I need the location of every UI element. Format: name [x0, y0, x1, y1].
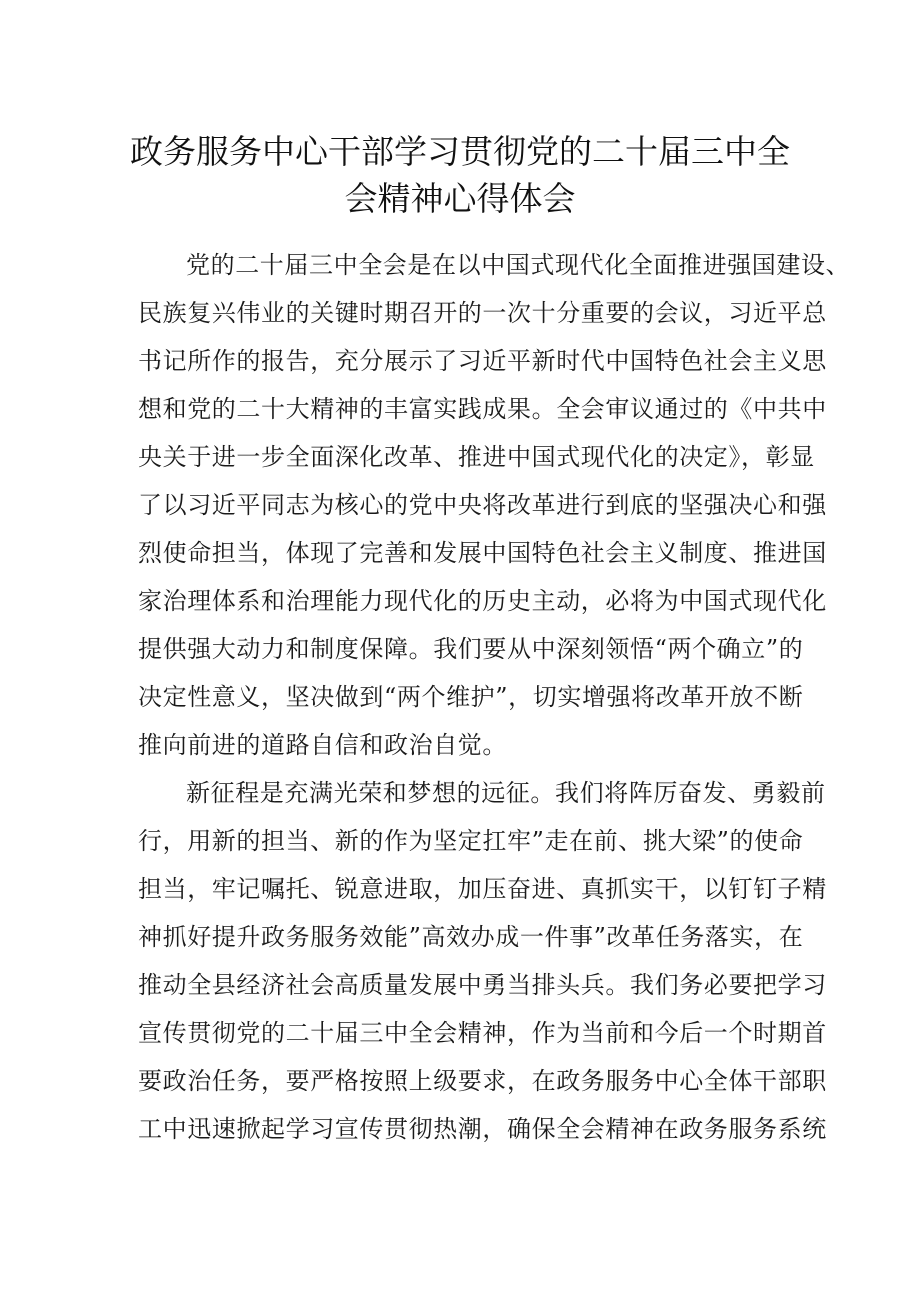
- text-line: 行，用新的担当、新的作为坚定扛牢”走在前、挑大梁”的使命: [138, 827, 804, 855]
- text-line: 了以习近平同志为核心的党中央将改革进行到底的坚强决心和强: [138, 491, 827, 519]
- text-line: 要政治任务，要严格按照上级要求，在政务服务中心全体干部职: [138, 1067, 827, 1095]
- text-line: 宣传贯彻党的二十届三中全会精神，作为当前和今后一个时期首: [138, 1019, 827, 1047]
- text-line: 推向前进的道路自信和政治自觉。: [138, 731, 507, 759]
- text-line: 新征程是充满光荣和梦想的远征。我们将阵厉奋发、勇毅前: [186, 779, 826, 807]
- text-line: 书记所作的报告，充分展示了习近平新时代中国特色社会主义思: [138, 347, 827, 375]
- paragraph-1: [138, 241, 851, 769]
- text-line: 工中迅速掀起学习宣传贯彻热潮，确保全会精神在政务服务系统: [138, 1115, 827, 1143]
- text-line: 民族复兴伟业的关键时期召开的一次十分重要的会议，习近平总: [138, 299, 827, 327]
- document-body: [138, 241, 851, 1153]
- text-line: 央关于进一步全面深化改革、推进中国式现代化的决定》，彰显: [138, 443, 815, 471]
- paragraph-2: [138, 769, 827, 1153]
- text-line: 神抓好提升政务服务效能”高效办成一件事”改革任务落实，在: [138, 923, 804, 951]
- text-line: 担当，牢记嘱托、锐意进取，加压奋进、真抓实干，以钉钉子精: [138, 875, 827, 903]
- text-line: 家治理体系和治理能力现代化的历史主动，必将为中国式现代化: [138, 587, 827, 615]
- title-line: 会精神心得体会: [344, 179, 576, 218]
- document-title: [120, 128, 800, 222]
- text-line: 想和党的二十大精神的丰富实践成果。全会审议通过的《中共中: [138, 395, 827, 423]
- text-line: 提供强大动力和制度保障。我们要从中深刻领悟“两个确立”的: [138, 635, 804, 663]
- text-line: 烈使命担当，体现了完善和发展中国特色社会主义制度、推进国: [138, 539, 827, 567]
- text-line: 党的二十届三中全会是在以中国式现代化全面推进强国建设、: [186, 251, 851, 279]
- text-line: 推动全县经济社会高质量发展中勇当排头兵。我们务必要把学习: [138, 971, 827, 999]
- title-line: 政务服务中心干部学习贯彻党的二十届三中全: [130, 132, 790, 171]
- text-line: 决定性意义，坚决做到“两个维护”，切实增强将改革开放不断: [138, 683, 804, 711]
